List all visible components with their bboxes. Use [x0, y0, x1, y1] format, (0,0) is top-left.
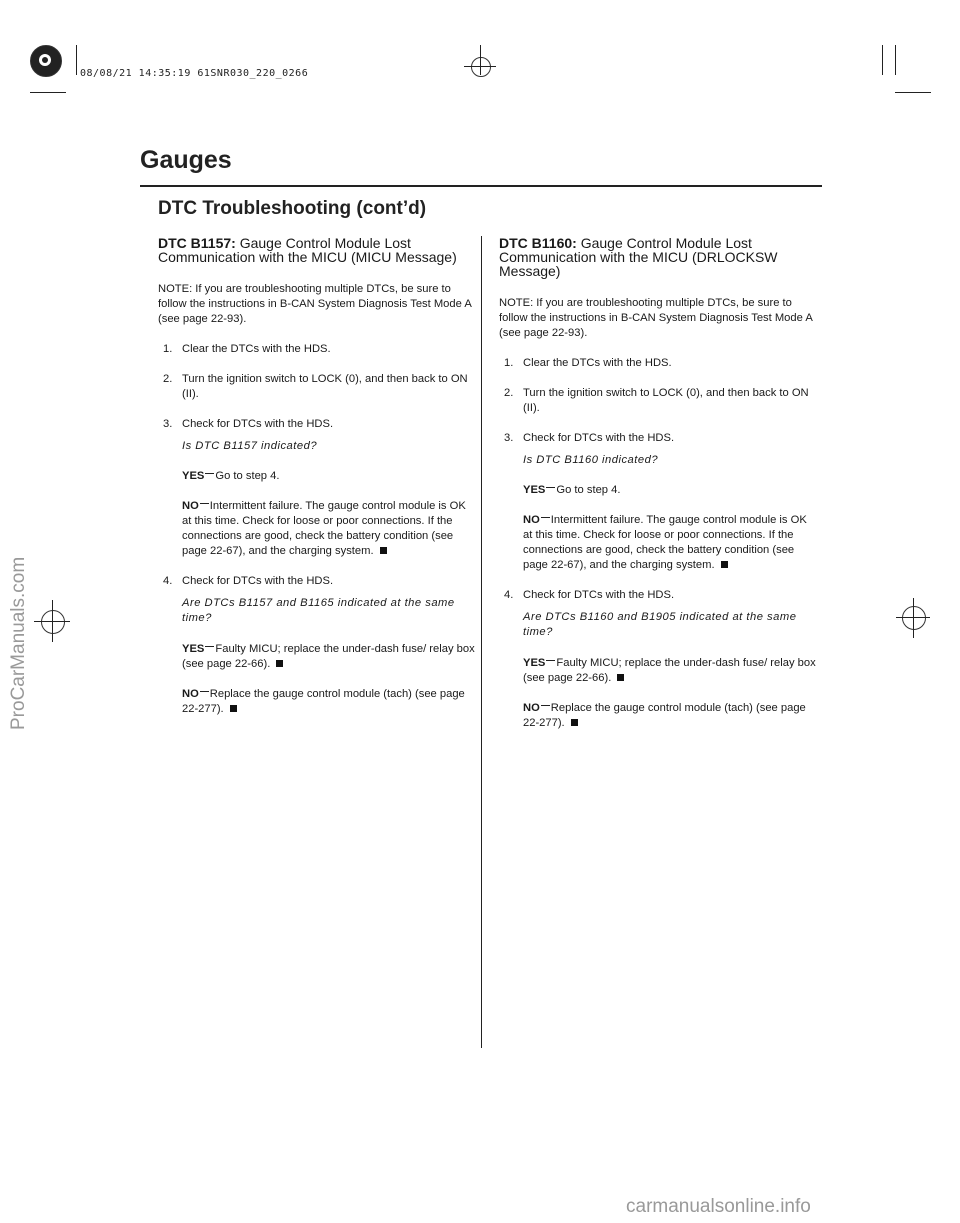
answer-yes-2: YES Faulty MICU; replace the under-dash fuse/ relay box (see page 22-66).	[182, 643, 475, 670]
dtc-column-left	[158, 236, 478, 732]
answer-yes-1: YES Go to step 4.	[182, 470, 280, 482]
answer-no-1: NO Intermittent failure. The gauge control module is OK at this time. Check for loose or poor connections. If the connections are good, check the battery condition (see page 22-67), and the charging system.	[182, 500, 466, 557]
step-3: 3. Check for DTCs with the HDS.	[163, 418, 334, 430]
watermark-bottom-text: carmanualsonline.info	[626, 1196, 811, 1217]
dtc-title: Gauge Control Module Lost Communication with the MICU (DRLOCKSW Message)	[499, 235, 778, 279]
step-4: 4. Check for DTCs with the HDS.	[504, 589, 675, 601]
end-mark-icon	[617, 674, 624, 681]
question-1: Is DTC B1160 indicated?	[523, 454, 659, 466]
question-1: Is DTC B1157 indicated?	[182, 440, 318, 452]
dtc-code: DTC B1157:	[158, 235, 236, 251]
step-3: 3. Check for DTCs with the HDS.	[504, 432, 675, 444]
step-1: 1. Clear the DTCs with the HDS.	[504, 357, 672, 369]
answer-no-1: NO Intermittent failure. The gauge control module is OK at this time. Check for loose or poor connections. If the connections are good, check the battery condition (see page 22-67), and the charging system.	[523, 514, 807, 571]
question-2: Are DTCs B1160 and B1905 indicated at the same time?	[523, 611, 797, 638]
watermark-side-text: ProCarManuals.com	[8, 556, 29, 730]
dtc-code: DTC B1160:	[499, 235, 577, 251]
end-mark-icon	[276, 660, 283, 667]
dtc-title: Gauge Control Module Lost Communication with the MICU (MICU Message)	[158, 235, 457, 265]
dtc-heading	[158, 236, 478, 264]
end-mark-icon	[380, 547, 387, 554]
column-divider	[481, 236, 482, 1048]
answer-yes-1: YES Go to step 4.	[523, 484, 621, 496]
step-1: 1. Clear the DTCs with the HDS.	[163, 343, 331, 355]
answer-no-2: NO Replace the gauge control module (tach) (see page 22-277).	[523, 702, 806, 729]
end-mark-icon	[230, 705, 237, 712]
note-text: NOTE: If you are troubleshooting multiple DTCs, be sure to follow the instructions in B-CAN System Diagnosis Test Mode A (see page 22-93).	[158, 283, 472, 325]
dtc-column-right	[499, 236, 819, 746]
print-timestamp: 08/08/21 14:35:19 61SNR030_220_0266	[80, 68, 309, 79]
title-rule	[140, 185, 822, 187]
end-mark-icon	[571, 719, 578, 726]
page-title: Gauges	[140, 146, 232, 174]
step-2: 2. Turn the ignition switch to LOCK (0), and then back to ON (II).	[163, 373, 468, 400]
note-text: NOTE: If you are troubleshooting multiple DTCs, be sure to follow the instructions in B-CAN System Diagnosis Test Mode A (see page 22-93).	[499, 297, 813, 339]
question-2: Are DTCs B1157 and B1165 indicated at the same time?	[182, 597, 455, 624]
step-4: 4. Check for DTCs with the HDS.	[163, 575, 334, 587]
section-heading: DTC Troubleshooting (cont’d)	[158, 198, 427, 219]
end-mark-icon	[721, 561, 728, 568]
answer-no-2: NO Replace the gauge control module (tach) (see page 22-277).	[182, 688, 465, 715]
dtc-heading	[499, 236, 819, 278]
step-2: 2. Turn the ignition switch to LOCK (0), and then back to ON (II).	[504, 387, 809, 414]
answer-yes-2: YES Faulty MICU; replace the under-dash fuse/ relay box (see page 22-66).	[523, 657, 816, 684]
